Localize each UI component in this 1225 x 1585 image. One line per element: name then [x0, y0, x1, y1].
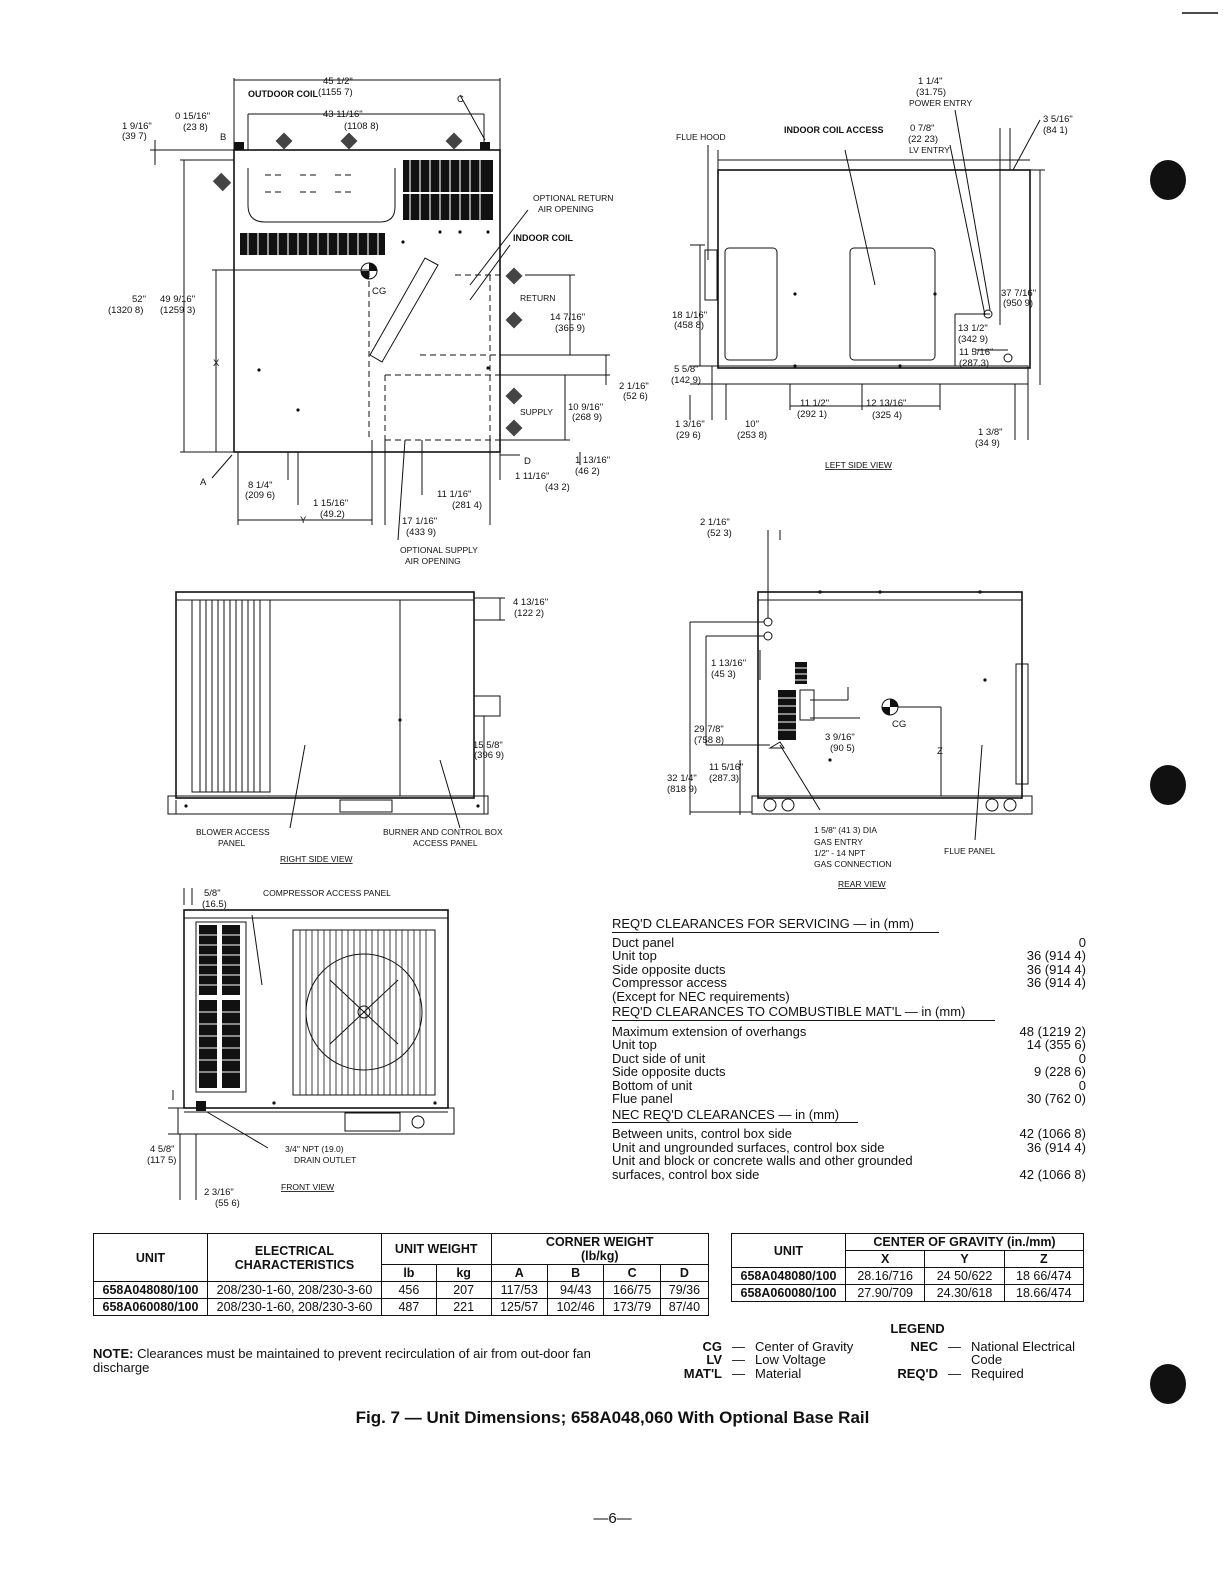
list-item: Compressor access 36 (914 4) — [612, 975, 1086, 990]
svg-text:5 5/8": 5 5/8" — [674, 364, 699, 375]
svg-text:13 1/2": 13 1/2" — [958, 323, 988, 334]
list-item: LV — Low Voltage — [706, 1352, 826, 1367]
svg-text:A: A — [200, 477, 207, 488]
svg-text:(1155 7): (1155 7) — [318, 87, 353, 98]
column-header: CORNER WEIGHT (lb/kg) — [491, 1234, 709, 1265]
table-row: 658A048080/100 28.16/716 24 50/622 18 66/474 — [732, 1268, 1084, 1285]
svg-text:49 9/16": 49 9/16" — [160, 294, 196, 305]
combustible-clearances-list — [612, 1025, 1086, 1106]
svg-text:3/4" NPT (19.0): 3/4" NPT (19.0) — [285, 1144, 344, 1154]
clearances-section — [612, 917, 1086, 1181]
svg-text:3 9/16": 3 9/16" — [825, 732, 855, 743]
svg-text:(396 9): (396 9) — [474, 750, 505, 761]
svg-text:(34 9): (34 9) — [975, 438, 1000, 449]
svg-text:(117 5): (117 5) — [147, 1155, 177, 1166]
list-item: Bottom of unit 0 — [612, 1077, 1086, 1093]
svg-text:(281 4): (281 4) — [452, 500, 483, 511]
nec-clearances-title: NEC REQ'D CLEARANCES — in (mm) — [612, 1108, 858, 1124]
svg-text:RETURN: RETURN — [520, 293, 556, 303]
svg-text:INDOOR COIL ACCESS: INDOOR COIL ACCESS — [784, 125, 884, 135]
svg-text:GAS ENTRY: GAS ENTRY — [814, 837, 863, 847]
list-item: CG — Center of Gravity — [702, 1338, 854, 1354]
legend-title: LEGEND — [890, 1321, 945, 1336]
list-item: Duct panel 0 — [612, 934, 1086, 950]
table-row: 658A060080/100 27.90/709 24.30/618 18.66/474 — [732, 1285, 1084, 1302]
svg-text:(49.2): (49.2) — [320, 509, 345, 520]
svg-text:2 1/16": 2 1/16" — [700, 517, 730, 528]
svg-text:(325 4): (325 4) — [872, 410, 903, 421]
svg-text:11 1/16": 11 1/16" — [437, 489, 472, 500]
list-item: Between units, control box side 42 (1066 8) — [612, 1126, 1086, 1141]
svg-text:29 7/8": 29 7/8" — [694, 724, 724, 735]
svg-text:(209 6): (209 6) — [245, 490, 276, 501]
svg-text:CG: CG — [372, 286, 387, 297]
svg-text:12 13/16": 12 13/16" — [866, 398, 907, 409]
svg-text:(268 9): (268 9) — [572, 412, 603, 423]
svg-text:2 1/16": 2 1/16" — [619, 381, 649, 392]
left-side-view-title: LEFT SIDE VIEW — [825, 460, 892, 470]
svg-text:1 5/8" (41 3) DIA: 1 5/8" (41 3) DIA — [814, 825, 878, 835]
svg-text:45 1/2": 45 1/2" — [323, 76, 353, 87]
svg-text:1 15/16": 1 15/16" — [313, 498, 349, 509]
svg-text:(342 9): (342 9) — [958, 334, 989, 345]
svg-text:(29 6): (29 6) — [676, 430, 701, 441]
svg-text:OPTIONAL RETURN: OPTIONAL RETURN — [533, 193, 614, 203]
svg-text:X: X — [213, 358, 220, 369]
svg-text:(55 6): (55 6) — [215, 1198, 240, 1209]
svg-text:1 13/16": 1 13/16" — [711, 658, 747, 669]
svg-text:1 3/8": 1 3/8" — [978, 427, 1003, 438]
list-item: Duct side of unit 0 — [612, 1050, 1086, 1066]
svg-text:37 7/16": 37 7/16" — [1001, 288, 1037, 299]
svg-text:(52 6): (52 6) — [623, 391, 648, 402]
svg-text:(287.3): (287.3) — [709, 773, 740, 784]
svg-text:COMPRESSOR ACCESS PANEL: COMPRESSOR ACCESS PANEL — [263, 888, 391, 898]
svg-text:1 13/16": 1 13/16" — [575, 455, 611, 466]
list-item: surfaces, control box side 42 (1066 8) — [612, 1166, 1086, 1182]
svg-text:(950 9): (950 9) — [1003, 298, 1034, 309]
svg-text:(818 9): (818 9) — [667, 784, 698, 795]
list-item: Maximum extension of overhangs 48 (1219 2) — [612, 1023, 1086, 1039]
binder-hole-marker — [1150, 1364, 1186, 1404]
svg-text:(31.75): (31.75) — [916, 87, 947, 98]
svg-text:(39 7): (39 7) — [122, 131, 147, 142]
svg-text:(45 3): (45 3) — [711, 669, 736, 680]
list-item: REQ'D — Required — [897, 1365, 1024, 1381]
svg-text:(22 23): (22 23) — [908, 134, 939, 145]
svg-text:C: C — [457, 94, 464, 105]
list-item: Unit and ungrounded surfaces, control box side 36 (914 4) — [612, 1139, 1086, 1155]
svg-text:1 3/16": 1 3/16" — [675, 419, 705, 430]
svg-text:11 1/2": 11 1/2" — [800, 398, 830, 409]
left-side-view — [690, 110, 1045, 440]
svg-text:(46 2): (46 2) — [575, 466, 600, 477]
center-of-gravity-table: UNIT CENTER OF GRAVITY (in./mm) X Y Z 658A048080/100 28.16/716 24 50/622 18 66/474 658A060080/100 27.90/709 24.30/618 18.66/474 — [731, 1233, 1084, 1302]
svg-text:FLUE HOOD: FLUE HOOD — [676, 132, 726, 142]
svg-text:(1108 8): (1108 8) — [344, 121, 379, 132]
svg-text:52": 52" — [132, 294, 146, 305]
figure-caption: Fig. 7 — Unit Dimensions; 658A048,060 With Optional Base Rail — [355, 1408, 870, 1427]
rear-view-title: REAR VIEW — [838, 879, 886, 889]
svg-text:17 1/16": 17 1/16" — [402, 516, 438, 527]
svg-text:0 7/8": 0 7/8" — [910, 123, 935, 134]
rear-view — [690, 530, 1032, 840]
right-side-view — [168, 592, 505, 828]
svg-text:B: B — [220, 132, 227, 143]
servicing-clearances-list — [612, 936, 1086, 1004]
svg-text:(142 9): (142 9) — [671, 375, 702, 386]
svg-text:Y: Y — [300, 515, 307, 526]
servicing-clearances-title: REQ'D CLEARANCES FOR SERVICING — in (mm) — [612, 917, 939, 933]
svg-text:(84 1): (84 1) — [1043, 125, 1068, 136]
svg-text:1 11/16": 1 11/16" — [515, 471, 550, 482]
page-number: —6— — [593, 1510, 632, 1527]
svg-text:(23 8): (23 8) — [183, 122, 208, 133]
column-header: UNIT — [94, 1234, 208, 1282]
svg-text:18 1/16": 18 1/16" — [672, 310, 708, 321]
svg-text:AIR OPENING: AIR OPENING — [405, 556, 461, 566]
right-side-view-labels — [196, 597, 548, 864]
legend — [680, 1322, 1085, 1380]
list-item: Unit top 14 (355 6) — [612, 1037, 1086, 1052]
svg-text:PANEL: PANEL — [218, 838, 246, 848]
svg-text:15 5/8": 15 5/8" — [473, 740, 503, 751]
right-side-view-title: RIGHT SIDE VIEW — [280, 854, 353, 864]
list-item: Code — [971, 1352, 1003, 1367]
svg-text:(52 3): (52 3) — [707, 528, 732, 539]
svg-text:2 3/16": 2 3/16" — [204, 1187, 234, 1198]
svg-text:32 1/4": 32 1/4" — [667, 773, 697, 784]
svg-text:(458 8): (458 8) — [674, 320, 705, 331]
svg-text:11 5/16": 11 5/16" — [959, 347, 994, 358]
svg-text:Z: Z — [937, 746, 943, 757]
svg-text:4 5/8": 4 5/8" — [150, 1144, 175, 1155]
list-item: (Except for NEC requirements) — [612, 988, 790, 1004]
list-item: MAT'L — Material — [683, 1365, 802, 1381]
list-item: Unit top 36 (914 4) — [612, 948, 1086, 963]
svg-text:DRAIN OUTLET: DRAIN OUTLET — [294, 1155, 357, 1165]
unit-weight-table: UNIT ELECTRICAL CHARACTERISTICS UNIT WEIGHT CORNER WEIGHT (lb/kg) lb kg A B C D 658A048080/100 208/230-1-60, 208/230-3-60 456 207 117/53 94/43 166/75 79/36 658A060080/100 208/230-1-60, 208/230-3-60 487 221 125/57 102/46 173/79 87/40 — [93, 1233, 709, 1316]
svg-text:(1259 3): (1259 3) — [160, 305, 196, 316]
svg-text:14 7/16": 14 7/16" — [550, 312, 586, 323]
rear-view-labels — [667, 517, 996, 889]
svg-text:(292 1): (292 1) — [797, 409, 828, 420]
list-item: Side opposite ducts 9 (228 6) — [612, 1064, 1086, 1079]
svg-text:POWER ENTRY: POWER ENTRY — [909, 98, 973, 108]
svg-text:3 5/16": 3 5/16" — [1043, 114, 1073, 125]
svg-text:(758 8): (758 8) — [694, 735, 725, 746]
column-header: CENTER OF GRAVITY (in./mm) — [846, 1234, 1084, 1251]
binder-hole-marker — [1150, 765, 1186, 805]
svg-text:(90 5): (90 5) — [830, 743, 855, 754]
column-header: UNIT — [732, 1234, 846, 1268]
svg-text:8 1/4": 8 1/4" — [248, 480, 273, 491]
table-row: 658A060080/100 208/230-1-60, 208/230-3-60 487 221 125/57 102/46 173/79 87/40 — [94, 1299, 709, 1316]
outdoor-coil-label: OUTDOOR COIL — [248, 89, 318, 99]
svg-text:10": 10" — [745, 419, 759, 430]
binder-hole-marker — [1150, 160, 1186, 200]
svg-text:(365 9): (365 9) — [555, 323, 586, 334]
combustible-clearances-title: REQ'D CLEARANCES TO COMBUSTIBLE MAT'L — in (mm) — [612, 1005, 995, 1021]
list-item: NEC — National Electrical — [910, 1338, 1076, 1354]
svg-text:43 11/16": 43 11/16" — [323, 109, 363, 120]
svg-text:BURNER AND CONTROL BOX: BURNER AND CONTROL BOX — [383, 827, 503, 837]
svg-text:0 15/16": 0 15/16" — [175, 111, 211, 122]
svg-text:5/8": 5/8" — [204, 888, 221, 899]
svg-text:ACCESS PANEL: ACCESS PANEL — [413, 838, 478, 848]
svg-text:(16.5): (16.5) — [202, 899, 227, 910]
column-header: ELECTRICAL CHARACTERISTICS — [208, 1234, 382, 1282]
svg-text:OPTIONAL SUPPLY: OPTIONAL SUPPLY — [400, 545, 478, 555]
svg-text:FLUE PANEL: FLUE PANEL — [944, 846, 996, 856]
list-item: Unit and block or concrete walls and other grounded — [612, 1153, 913, 1168]
svg-text:SUPPLY: SUPPLY — [520, 407, 553, 417]
svg-text:1 9/16": 1 9/16" — [122, 121, 152, 132]
svg-text:10 9/16": 10 9/16" — [568, 402, 604, 413]
table-row: 658A048080/100 208/230-1-60, 208/230-3-60 456 207 117/53 94/43 166/75 79/36 — [94, 1282, 709, 1299]
svg-text:(287.3): (287.3) — [959, 358, 990, 369]
svg-text:1 1/4": 1 1/4" — [918, 76, 943, 87]
column-header: UNIT WEIGHT — [382, 1234, 492, 1265]
svg-text:GAS CONNECTION: GAS CONNECTION — [814, 859, 892, 869]
svg-text:INDOOR COIL: INDOOR COIL — [513, 233, 573, 243]
svg-text:AIR OPENING: AIR OPENING — [538, 204, 594, 214]
svg-text:BLOWER ACCESS: BLOWER ACCESS — [196, 827, 270, 837]
list-item: Side opposite ducts 36 (914 4) — [612, 961, 1086, 977]
svg-text:LV ENTRY: LV ENTRY — [909, 145, 950, 155]
svg-text:CG: CG — [892, 719, 907, 730]
svg-text:(43 2): (43 2) — [545, 482, 570, 493]
svg-text:4 13/16": 4 13/16" — [513, 597, 549, 608]
svg-text:(253 8): (253 8) — [737, 430, 768, 441]
svg-text:1/2" - 14 NPT: 1/2" - 14 NPT — [814, 848, 866, 858]
svg-text:(1320 8): (1320 8) — [108, 305, 144, 316]
svg-text:(433 9): (433 9) — [406, 527, 437, 538]
svg-text:D: D — [524, 456, 531, 467]
nec-clearances-list — [612, 1127, 1086, 1181]
list-item: Flue panel 30 (762 0) — [612, 1091, 1086, 1106]
front-view-title: FRONT VIEW — [281, 1182, 335, 1192]
svg-text:(122 2): (122 2) — [514, 608, 545, 619]
svg-text:11 5/16": 11 5/16" — [709, 762, 744, 773]
clearance-note: NOTE: Clearances must be maintained to prevent recirculation of air from out-door fan discharge — [93, 1346, 591, 1375]
